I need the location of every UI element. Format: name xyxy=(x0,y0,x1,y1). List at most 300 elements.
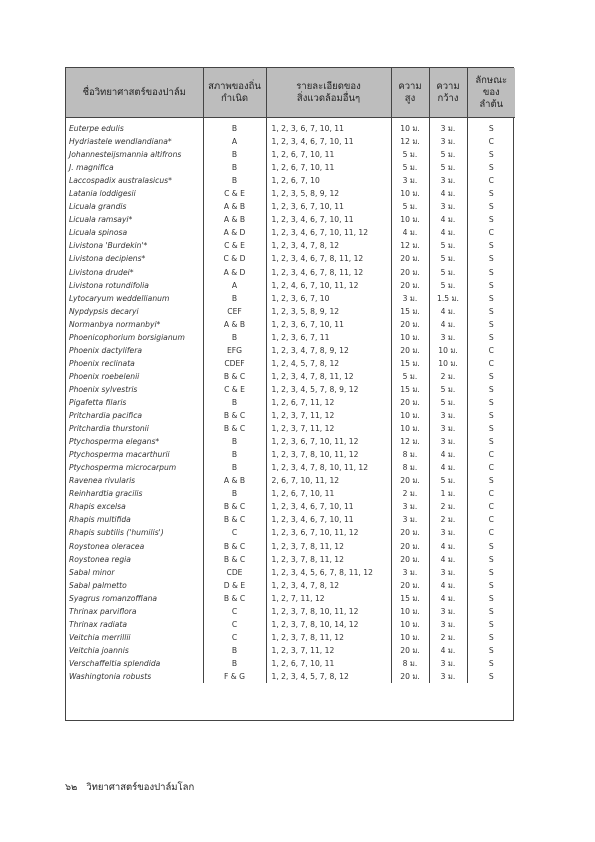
cell-height: 20 ม. xyxy=(391,553,429,566)
table-header xyxy=(66,68,515,118)
cell-scientific-name: Ptychosperma elegans* xyxy=(66,435,203,448)
cell-scientific-name: Sabal palmetto xyxy=(66,579,203,592)
cell-height: 10 ม. xyxy=(391,331,429,344)
cell-origin-habitat: C & E xyxy=(203,383,266,396)
cell-trunk-type: S xyxy=(488,567,494,577)
table-body xyxy=(66,118,515,684)
cell-width: 5 ม. xyxy=(429,161,467,174)
cell-trunk-type: S xyxy=(488,606,494,616)
cell-width: 2 ม. xyxy=(429,370,467,383)
cell-origin-habitat: B & C xyxy=(203,592,266,605)
cell-scientific-name: Livistona 'Burdekin'* xyxy=(66,239,203,252)
cell-width: 3 ม. xyxy=(429,422,467,435)
cell-height: 5 ม. xyxy=(391,161,429,174)
cell-trunk-type: S xyxy=(488,280,494,290)
table-row xyxy=(66,553,515,566)
cell-width: 5 ม. xyxy=(429,383,467,396)
cell-scientific-name: Licuala grandis xyxy=(66,200,203,213)
cell-trunk-type: S xyxy=(488,384,494,394)
cell-origin-habitat: D & E xyxy=(203,579,266,592)
cell-width: 3 ม. xyxy=(429,670,467,683)
cell-origin-habitat: B xyxy=(203,118,266,136)
cell-width: 4 ม. xyxy=(429,592,467,605)
cell-scientific-name: Phoenix roebelenii xyxy=(66,370,203,383)
cell-origin-habitat: B xyxy=(203,487,266,500)
cell-width: 4 ม. xyxy=(429,448,467,461)
cell-scientific-name: Ptychosperma microcarpum xyxy=(66,461,203,474)
table-row xyxy=(66,448,515,461)
cell-height: 3 ม. xyxy=(391,566,429,579)
cell-height: 20 ม. xyxy=(391,644,429,657)
cell-environment-details: 1, 2, 3, 4, 6, 7, 10, 11, 12 xyxy=(266,226,391,239)
cell-trunk-type: S xyxy=(488,671,494,681)
cell-environment-details: 1, 2, 6, 7, 10, 11 xyxy=(266,161,391,174)
cell-height: 3 ม. xyxy=(391,513,429,526)
cell-scientific-name: Ravenea rivularis xyxy=(66,474,203,487)
page-number: ๖๒ xyxy=(65,782,78,793)
header-line: สูง xyxy=(404,92,416,104)
table-row xyxy=(66,279,515,292)
cell-environment-details: 1, 2, 4, 5, 7, 8, 12 xyxy=(266,357,391,370)
cell-origin-habitat: B xyxy=(203,161,266,174)
cell-trunk-type: C xyxy=(488,515,494,525)
cell-environment-details: 1, 2, 3, 4, 7, 8, 9, 12 xyxy=(266,344,391,357)
cell-origin-habitat: B xyxy=(203,396,266,409)
cell-origin-habitat: A xyxy=(203,279,266,292)
table-row xyxy=(66,657,515,670)
cell-origin-habitat: B & C xyxy=(203,422,266,435)
table-row xyxy=(66,500,515,513)
cell-scientific-name: Licuala ramsayi* xyxy=(66,213,203,226)
cell-trunk-type: S xyxy=(488,541,494,551)
cell-scientific-name: Livistona drudei* xyxy=(66,266,203,279)
cell-width: 4 ม. xyxy=(429,305,467,318)
cell-height: 20 ม. xyxy=(391,318,429,331)
cell-origin-habitat: C xyxy=(203,618,266,631)
cell-width: 3 ม. xyxy=(429,435,467,448)
table-row xyxy=(66,566,515,579)
table-row xyxy=(66,239,515,252)
cell-scientific-name: Rhapis multifida xyxy=(66,513,203,526)
cell-trunk-type: C xyxy=(488,502,494,512)
cell-environment-details: 1, 2, 3, 4, 7, 8, 12 xyxy=(266,239,391,252)
table-row xyxy=(66,135,515,148)
table-row xyxy=(66,266,515,279)
cell-width: 3 ม. xyxy=(429,526,467,539)
table-row xyxy=(66,383,515,396)
cell-origin-habitat: C xyxy=(203,631,266,644)
cell-height: 10 ม. xyxy=(391,213,429,226)
cell-origin-habitat: A & D xyxy=(203,226,266,239)
cell-trunk-type: C xyxy=(488,450,494,460)
table-row xyxy=(66,474,515,487)
cell-environment-details: 1, 2, 3, 6, 7, 10, 11, 12 xyxy=(266,526,391,539)
cell-scientific-name: Lytocaryum weddellianum xyxy=(66,292,203,305)
cell-height: 15 ม. xyxy=(391,383,429,396)
header-scientific-name xyxy=(66,68,203,118)
cell-width: 5 ม. xyxy=(429,148,467,161)
cell-trunk-type: S xyxy=(488,267,494,277)
cell-environment-details: 1, 2, 3, 6, 7, 10, 11 xyxy=(266,118,391,136)
cell-trunk-type: S xyxy=(488,163,494,173)
cell-trunk-type: S xyxy=(488,124,494,134)
header-line: ลำต้น xyxy=(479,98,504,110)
table-row xyxy=(66,579,515,592)
cell-environment-details: 1, 2, 3, 7, 8, 10, 11, 12 xyxy=(266,605,391,618)
cell-environment-details: 1, 2, 3, 7, 8, 11, 12 xyxy=(266,553,391,566)
cell-height: 8 ม. xyxy=(391,461,429,474)
header-line: สิ่งแวดล้อมอื่นๆ xyxy=(296,92,361,104)
cell-height: 8 ม. xyxy=(391,448,429,461)
cell-origin-habitat: CEF xyxy=(203,305,266,318)
cell-width: 4 ม. xyxy=(429,213,467,226)
header-line: กว้าง xyxy=(437,92,459,104)
table-row xyxy=(66,370,515,383)
cell-width: 10 ม. xyxy=(429,357,467,370)
table-row xyxy=(66,226,515,239)
cell-trunk-type: S xyxy=(488,398,494,407)
cell-height: 10 ม. xyxy=(391,409,429,422)
cell-width: 10 ม. xyxy=(429,344,467,357)
cell-width: 3 ม. xyxy=(429,409,467,422)
cell-scientific-name: Pigafetta filaris xyxy=(66,396,203,409)
cell-scientific-name: Livistona rotundifolia xyxy=(66,279,203,292)
table-row xyxy=(66,148,515,161)
header-line: ชื่อวิทยาศาสตร์ของปาล์ม xyxy=(82,86,186,98)
cell-origin-habitat: CDE xyxy=(203,566,266,579)
table-row xyxy=(66,487,515,500)
cell-height: 20 ม. xyxy=(391,252,429,265)
cell-height: 12 ม. xyxy=(391,239,429,252)
table-row xyxy=(66,200,515,213)
cell-width: 5 ม. xyxy=(429,266,467,279)
table-row xyxy=(66,161,515,174)
cell-trunk-type: C xyxy=(488,137,494,147)
header-line: ความ xyxy=(436,80,460,92)
cell-height: 20 ม. xyxy=(391,266,429,279)
cell-origin-habitat: B & C xyxy=(203,553,266,566)
cell-environment-details: 1, 2, 3, 4, 6, 7, 8, 11, 12 xyxy=(266,252,391,265)
cell-environment-details: 2, 6, 7, 10, 11, 12 xyxy=(266,474,391,487)
table-row xyxy=(66,292,515,305)
cell-height: 5 ม. xyxy=(391,148,429,161)
cell-origin-habitat: B xyxy=(203,461,266,474)
cell-height: 2 ม. xyxy=(391,487,429,500)
cell-scientific-name: Veitchia joannis xyxy=(66,644,203,657)
cell-origin-habitat: B xyxy=(203,448,266,461)
cell-scientific-name: Nypdypsis decaryi xyxy=(66,305,203,318)
table-row xyxy=(66,357,515,370)
cell-environment-details: 1, 2, 3, 4, 7, 8, 10, 11, 12 xyxy=(266,461,391,474)
cell-height: 20 ม. xyxy=(391,396,429,409)
cell-origin-habitat: B & C xyxy=(203,513,266,526)
cell-origin-habitat: B & C xyxy=(203,409,266,422)
cell-height: 20 ม. xyxy=(391,344,429,357)
cell-scientific-name: Licuala spinosa xyxy=(66,226,203,239)
cell-environment-details: 1, 2, 3, 5, 8, 9, 12 xyxy=(266,187,391,200)
cell-width: 2 ม. xyxy=(429,631,467,644)
cell-origin-habitat: B xyxy=(203,174,266,187)
cell-scientific-name: Phoenicophorium borsigianum xyxy=(66,331,203,344)
cell-trunk-type: C xyxy=(488,228,494,238)
cell-scientific-name: Washingtonia robusts xyxy=(66,670,203,683)
cell-origin-habitat: A & D xyxy=(203,266,266,279)
cell-height: 10 ม. xyxy=(391,605,429,618)
table-row xyxy=(66,461,515,474)
table-row xyxy=(66,213,515,226)
cell-height: 10 ม. xyxy=(391,618,429,631)
header-origin-habitat xyxy=(203,68,266,118)
cell-width: 5 ม. xyxy=(429,474,467,487)
cell-scientific-name: Roystonea oleracea xyxy=(66,540,203,553)
cell-scientific-name: Pritchardia pacifica xyxy=(66,409,203,422)
cell-origin-habitat: B & C xyxy=(203,370,266,383)
table-row xyxy=(66,409,515,422)
table-row xyxy=(66,187,515,200)
cell-width: 1.5 ม. xyxy=(429,292,467,305)
page-footer xyxy=(65,780,194,795)
cell-trunk-type: S xyxy=(488,437,494,447)
table-row xyxy=(66,305,515,318)
cell-origin-habitat: C & E xyxy=(203,239,266,252)
cell-environment-details: 1, 2, 3, 7, 8, 11, 12 xyxy=(266,540,391,553)
cell-scientific-name: Livistona decipiens* xyxy=(66,252,203,265)
cell-environment-details: 1, 2, 3, 7, 11, 12 xyxy=(266,409,391,422)
cell-height: 15 ม. xyxy=(391,357,429,370)
cell-scientific-name: Roystonea regia xyxy=(66,553,203,566)
cell-height: 20 ม. xyxy=(391,540,429,553)
cell-origin-habitat: A & B xyxy=(203,213,266,226)
cell-environment-details: 1, 2, 3, 4, 5, 6, 7, 8, 11, 12 xyxy=(266,566,391,579)
cell-width: 4 ม. xyxy=(429,644,467,657)
header-line: กำเนิด xyxy=(221,92,248,104)
cell-scientific-name: Rhapis subtilis ('humilis') xyxy=(66,526,203,539)
cell-environment-details: 1, 2, 3, 4, 7, 8, 12 xyxy=(266,579,391,592)
cell-environment-details: 1, 2, 3, 5, 8, 9, 12 xyxy=(266,305,391,318)
cell-width: 2 ม. xyxy=(429,513,467,526)
cell-origin-habitat: A & B xyxy=(203,318,266,331)
cell-height: 3 ม. xyxy=(391,292,429,305)
cell-environment-details: 1, 2, 3, 4, 7, 8, 11, 12 xyxy=(266,370,391,383)
cell-height: 10 ม. xyxy=(391,118,429,136)
cell-environment-details: 1, 2, 3, 4, 5, 7, 8, 9, 12 xyxy=(266,383,391,396)
footer-title: วิทยาศาสตร์ของปาล์มโลก xyxy=(86,782,195,793)
cell-trunk-type: C xyxy=(488,176,494,186)
cell-width: 5 ม. xyxy=(429,239,467,252)
cell-origin-habitat: A & B xyxy=(203,474,266,487)
cell-trunk-type: S xyxy=(488,619,494,629)
cell-environment-details: 1, 2, 3, 7, 11, 12 xyxy=(266,644,391,657)
table-row xyxy=(66,344,515,357)
cell-width: 5 ม. xyxy=(429,252,467,265)
table-row xyxy=(66,174,515,187)
cell-scientific-name: Pritchardia thurstonii xyxy=(66,422,203,435)
cell-origin-habitat: B xyxy=(203,435,266,448)
cell-width: 5 ม. xyxy=(429,279,467,292)
table-row xyxy=(66,318,515,331)
cell-environment-details: 1, 2, 3, 7, 8, 10, 14, 12 xyxy=(266,618,391,631)
cell-width: 2 ม. xyxy=(429,500,467,513)
cell-width: 4 ม. xyxy=(429,226,467,239)
cell-height: 15 ม. xyxy=(391,305,429,318)
cell-scientific-name: Veitchia merrillii xyxy=(66,631,203,644)
cell-origin-habitat: B xyxy=(203,292,266,305)
cell-trunk-type: S xyxy=(488,632,494,642)
cell-origin-habitat: B & C xyxy=(203,500,266,513)
cell-trunk-type: S xyxy=(488,150,494,160)
cell-trunk-type: S xyxy=(488,658,494,668)
cell-environment-details: 1, 2, 3, 4, 6, 7, 10, 11 xyxy=(266,213,391,226)
table-row xyxy=(66,605,515,618)
cell-origin-habitat: B xyxy=(203,331,266,344)
header-width xyxy=(429,68,467,118)
table-row xyxy=(66,118,515,136)
table-row xyxy=(66,435,515,448)
cell-environment-details: 1, 2, 3, 6, 7, 10, 11 xyxy=(266,200,391,213)
cell-environment-details: 1, 2, 3, 6, 7, 10 xyxy=(266,292,391,305)
cell-origin-habitat: B xyxy=(203,657,266,670)
cell-height: 10 ม. xyxy=(391,631,429,644)
cell-height: 20 ม. xyxy=(391,526,429,539)
cell-height: 8 ม. xyxy=(391,657,429,670)
cell-height: 5 ม. xyxy=(391,200,429,213)
cell-height: 3 ม. xyxy=(391,174,429,187)
cell-trunk-type: S xyxy=(488,476,494,486)
cell-height: 3 ม. xyxy=(391,500,429,513)
header-line: รายละเอียดของ xyxy=(296,80,361,92)
cell-trunk-type: S xyxy=(488,306,494,316)
cell-scientific-name: Hydriastele wendlandiana* xyxy=(66,135,203,148)
cell-width: 3 ม. xyxy=(429,174,467,187)
cell-trunk-type: S xyxy=(488,254,494,264)
cell-width: 4 ม. xyxy=(429,553,467,566)
cell-scientific-name: Phoenix sylvestris xyxy=(66,383,203,396)
cell-origin-habitat: F & G xyxy=(203,670,266,683)
table-row xyxy=(66,618,515,631)
cell-width: 4 ม. xyxy=(429,318,467,331)
cell-width: 4 ม. xyxy=(429,540,467,553)
cell-width: 4 ม. xyxy=(429,187,467,200)
cell-trunk-type: S xyxy=(488,371,494,381)
cell-width: 3 ม. xyxy=(429,118,467,136)
cell-width: 3 ม. xyxy=(429,618,467,631)
cell-origin-habitat: A & B xyxy=(203,200,266,213)
cell-height: 12 ม. xyxy=(391,435,429,448)
cell-environment-details: 1, 2, 3, 4, 6, 7, 10, 11 xyxy=(266,500,391,513)
cell-height: 10 ม. xyxy=(391,187,429,200)
cell-trunk-type: C xyxy=(488,463,494,473)
cell-width: 3 ม. xyxy=(429,135,467,148)
cell-environment-details: 1, 2, 6, 7, 11, 12 xyxy=(266,396,391,409)
cell-height: 5 ม. xyxy=(391,370,429,383)
cell-width: 3 ม. xyxy=(429,200,467,213)
cell-origin-habitat: C xyxy=(203,526,266,539)
cell-scientific-name: Euterpe edulis xyxy=(66,118,203,136)
cell-width: 4 ม. xyxy=(429,461,467,474)
cell-trunk-type: S xyxy=(488,332,494,342)
cell-origin-habitat: CDEF xyxy=(203,357,266,370)
cell-origin-habitat: C xyxy=(203,605,266,618)
table-row xyxy=(66,513,515,526)
cell-origin-habitat: C & D xyxy=(203,252,266,265)
cell-trunk-type: C xyxy=(488,528,494,538)
cell-trunk-type: C xyxy=(488,358,494,368)
table-row xyxy=(66,670,515,683)
cell-scientific-name: Rhapis excelsa xyxy=(66,500,203,513)
cell-scientific-name: Thrinax parviflora xyxy=(66,605,203,618)
cell-scientific-name: J. magnifica xyxy=(66,161,203,174)
cell-origin-habitat: EFG xyxy=(203,344,266,357)
cell-origin-habitat: C & E xyxy=(203,187,266,200)
cell-trunk-type: S xyxy=(488,202,494,212)
header-line: สภาพของถิ่น xyxy=(208,80,261,92)
cell-trunk-type: S xyxy=(488,189,494,199)
cell-environment-details: 1, 2, 3, 6, 7, 10, 11, 12 xyxy=(266,435,391,448)
cell-trunk-type: S xyxy=(488,241,494,251)
cell-environment-details: 1, 2, 7, 11, 12 xyxy=(266,592,391,605)
cell-height: 15 ม. xyxy=(391,592,429,605)
cell-environment-details: 1, 2, 3, 7, 8, 11, 12 xyxy=(266,631,391,644)
cell-height: 20 ม. xyxy=(391,279,429,292)
cell-scientific-name: Johannesteijsmannia altifrons xyxy=(66,148,203,161)
cell-environment-details: 1, 2, 6, 7, 10 xyxy=(266,174,391,187)
cell-scientific-name: Latania loddigesii xyxy=(66,187,203,200)
cell-scientific-name: Sabal minor xyxy=(66,566,203,579)
cell-scientific-name: Verschaffeltia splendida xyxy=(66,657,203,670)
cell-width: 1 ม. xyxy=(429,487,467,500)
cell-scientific-name: Phoenix reclinata xyxy=(66,357,203,370)
cell-scientific-name: Phoenix dactylifera xyxy=(66,344,203,357)
cell-trunk-type: S xyxy=(488,215,494,225)
cell-trunk-type: S xyxy=(488,411,494,421)
header-environment-details xyxy=(266,68,391,118)
cell-height: 10 ม. xyxy=(391,422,429,435)
table-row xyxy=(66,252,515,265)
table-row xyxy=(66,396,515,409)
cell-environment-details: 1, 2, 3, 4, 6, 7, 10, 11 xyxy=(266,513,391,526)
cell-scientific-name: Syagrus romanzoffiana xyxy=(66,592,203,605)
cell-environment-details: 1, 2, 3, 7, 11, 12 xyxy=(266,422,391,435)
cell-trunk-type: S xyxy=(488,424,494,434)
cell-environment-details: 1, 2, 3, 4, 6, 7, 8, 11, 12 xyxy=(266,266,391,279)
table-row xyxy=(66,631,515,644)
cell-height: 20 ม. xyxy=(391,474,429,487)
cell-width: 3 ม. xyxy=(429,566,467,579)
cell-trunk-type: S xyxy=(488,580,494,590)
header-line: ความ xyxy=(398,80,422,92)
header-height xyxy=(391,68,429,118)
cell-trunk-type: C xyxy=(488,489,494,499)
cell-trunk-type: S xyxy=(488,319,494,329)
table-row xyxy=(66,540,515,553)
header-line: ลักษณะของ xyxy=(475,74,508,98)
cell-trunk-type: C xyxy=(488,345,494,355)
cell-width: 3 ม. xyxy=(429,657,467,670)
cell-environment-details: 1, 2, 6, 7, 10, 11 xyxy=(266,657,391,670)
cell-environment-details: 1, 2, 3, 6, 7, 10, 11 xyxy=(266,318,391,331)
cell-origin-habitat: A xyxy=(203,135,266,148)
cell-scientific-name: Thrinax radiata xyxy=(66,618,203,631)
cell-width: 3 ม. xyxy=(429,605,467,618)
cell-environment-details: 1, 2, 3, 4, 6, 7, 10, 11 xyxy=(266,135,391,148)
table-row xyxy=(66,422,515,435)
header-trunk-type xyxy=(467,68,515,118)
cell-trunk-type: S xyxy=(488,554,494,564)
cell-trunk-type: S xyxy=(488,645,494,655)
cell-height: 20 ม. xyxy=(391,579,429,592)
cell-environment-details: 1, 2, 3, 6, 7, 11 xyxy=(266,331,391,344)
cell-width: 5 ม. xyxy=(429,396,467,409)
